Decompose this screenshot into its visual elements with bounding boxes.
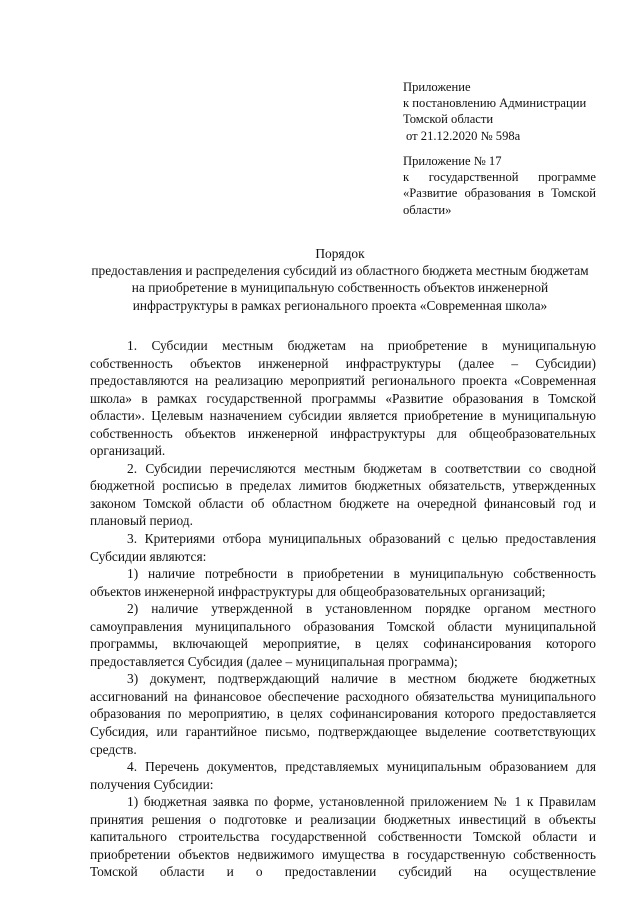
paragraph-3-item-3: 3) документ, подтверждающий наличие в местном бюджете бюджетных ассигнований на финансовое обеспечение расходного обязательства муниципального образования по мероприятию, в целях софинансирования которого предоставляется Субсидия, или гарантийное письмо, подтверждающее выделение соответствующих средств.	[90, 671, 596, 757]
paragraph-4: 4. Перечень документов, представляемых муниципальным образованием для получения Субсидии:	[90, 759, 596, 792]
attachment-17-header	[403, 153, 596, 218]
title-subtitle: предоставления и распределения субсидий из областного бюджета местным бюджетам на приобретение в муниципальную собственность объектов инженерной инфраструктуры в рамках регионального проекта «Современная школа»	[91, 263, 589, 313]
paragraph-2: 2. Субсидии перечисляются местным бюджетам в соответствии со сводной бюджетной росписью в пределах лимитов бюджетных обязательств, утвержденных законом Томской области об областном бюджете на очередной финансовый год и плановый период.	[90, 460, 596, 529]
paragraph-1: 1. Субсидии местным бюджетам на приобретение в муниципальную собственность объектов инженерной инфраструктуры (далее – Субсидии) предоставляются на реализацию мероприятий регионального проекта «Современная школа» в рамках государственной программы «Развитие образования в Томской области». Целевым назначением субсидии является приобретение в муниципальную собственность объектов инженерной инфраструктуры для общеобразовательных организаций.	[90, 338, 596, 459]
paragraph-3-item-1: 1) наличие потребности в приобретении в муниципальную собственность объектов инженерной инфраструктуры для общеобразовательных организаций;	[90, 566, 596, 599]
attachment-region: Томской области	[403, 112, 494, 127]
title-heading: Порядок	[315, 246, 365, 261]
attachment-resolution: к постановлению Администрации	[403, 96, 587, 111]
attachment-header	[403, 79, 596, 144]
paragraph-3: 3. Критериями отбора муниципальных образований с целью предоставления Субсидии являются:	[90, 531, 596, 564]
paragraph-4-item-1: 1) бюджетная заявка по форме, установленной приложением № 1 к Правилам принятия решения о подготовке и реализации бюджетных инвестиций в объекты капитального строительства государственной собственности Томской области и приобретении объектов недвижимого имущества в государственную собственность Томской области и о предоставлении субсидий на осуществление	[90, 794, 596, 880]
document-title	[90, 245, 590, 314]
paragraph-3-item-2: 2) наличие утвержденной в установленном порядке органом местного самоуправления муниципального образования Томской области муниципальной программы, включающей мероприятие, в целях софинансирования которого предоставляется Субсидия (далее – муниципальная программа);	[90, 601, 596, 669]
attachment-label: Приложение	[403, 80, 471, 94]
attachment-17-program: к государственной программе «Развитие образования в Томской области»	[403, 170, 596, 217]
document-body	[90, 337, 596, 881]
attachment-17-label: Приложение № 17	[403, 154, 502, 168]
attachment-date-number: от 21.12.2020 № 598а	[406, 128, 521, 143]
